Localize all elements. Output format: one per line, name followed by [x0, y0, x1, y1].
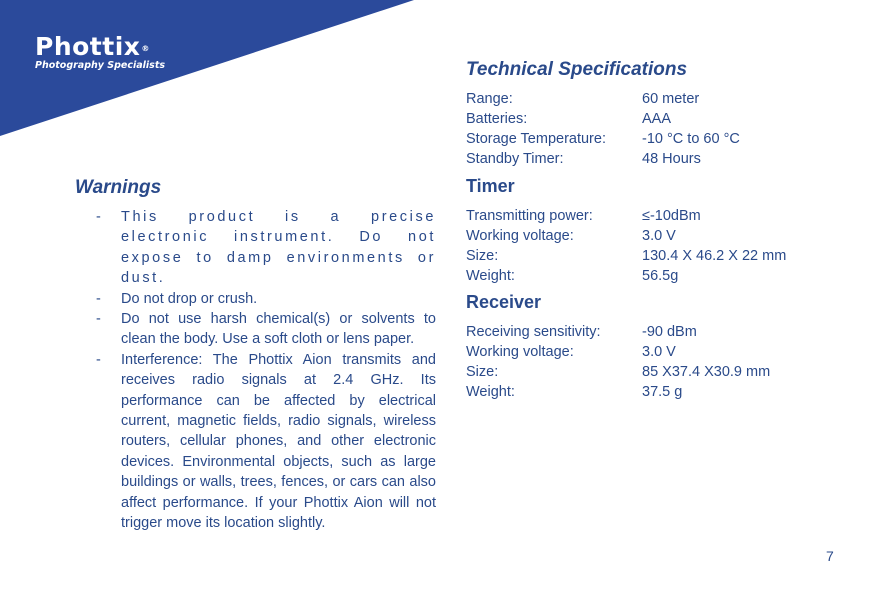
receiver-specs-table: [466, 322, 770, 402]
spec-label: Range:: [466, 91, 513, 107]
table-row: [466, 246, 786, 266]
warning-text: Do not use harsh chemical(s) or solvents to clean the body. Use a soft cloth or lens paper.: [121, 311, 436, 348]
spec-value: 48 Hours: [642, 151, 701, 167]
spec-label: Weight:: [466, 384, 515, 400]
list-item: [86, 207, 436, 289]
receiver-title: Receiver: [466, 292, 542, 312]
spec-label: Weight:: [466, 268, 515, 284]
table-row: [466, 149, 740, 169]
timer-title: Timer: [466, 176, 515, 196]
list-bullet: -: [96, 311, 101, 328]
spec-value: 130.4 X 46.2 X 22 mm: [642, 248, 787, 264]
list-bullet: -: [96, 290, 101, 307]
list-bullet: -: [96, 209, 101, 225]
spec-value: 37.5 g: [642, 384, 683, 400]
spec-value: 85 X37.4 X30.9 mm: [642, 364, 771, 380]
table-row: [466, 322, 770, 342]
specs-title: Technical Specifications: [466, 59, 688, 80]
registered-mark: ®: [141, 44, 150, 53]
spec-label: Size:: [466, 364, 499, 380]
table-row: [466, 129, 740, 149]
spec-value: -10 °C to 60 °C: [642, 131, 740, 147]
list-item: [86, 309, 436, 350]
spec-label: Size:: [466, 248, 499, 264]
table-row: [466, 89, 740, 109]
spec-value: 3.0 V: [642, 228, 676, 244]
spec-label: Batteries:: [466, 111, 528, 127]
spec-label: Transmitting power:: [466, 208, 593, 224]
spec-label: Working voltage:: [466, 344, 574, 360]
table-row: [466, 206, 786, 226]
warning-text: Do not drop or crush.: [121, 290, 258, 307]
spec-label: Working voltage:: [466, 228, 574, 244]
table-row: [466, 109, 740, 129]
spec-value: AAA: [642, 111, 672, 127]
warning-text: This product is a precise electronic instrument. Do not expose to damp environments or dust.: [121, 209, 436, 287]
list-item: [86, 289, 436, 309]
spec-value: 56.5g: [642, 268, 679, 284]
table-row: [466, 342, 770, 362]
page-number: 7: [826, 548, 834, 564]
general-specs-table: [466, 89, 740, 169]
brand-name: Phottix: [35, 32, 141, 61]
spec-label: Storage Temperature:: [466, 131, 606, 147]
table-row: [466, 226, 786, 246]
spec-value: ≤-10dBm: [642, 208, 701, 224]
list-item: [86, 350, 436, 534]
spec-label: Standby Timer:: [466, 151, 564, 167]
brand-tagline: Photography Specialists: [35, 60, 166, 71]
timer-specs-table: [466, 206, 786, 286]
table-row: [466, 382, 770, 402]
table-row: [466, 266, 786, 286]
spec-value: -90 dBm: [642, 324, 697, 340]
spec-label: Receiving sensitivity:: [466, 324, 601, 340]
spec-value: 3.0 V: [642, 344, 676, 360]
brand-logo: [35, 33, 165, 71]
spec-value: 60 meter: [642, 91, 700, 107]
warnings-title: Warnings: [75, 177, 162, 198]
warning-text: Interference: The Phottix Aion transmits and receives radio signals at 2.4 GHz. Its performance can be affected by electrical current, magnetic fields, radio signals, wireless routers, cellular phones, and other electronic devices. Environmental objects, such as large buildings or walls, trees, fences, or cars can also affect performance. If your Phottix Aion will not trigger move its location slightly.: [121, 351, 436, 532]
list-bullet: -: [96, 351, 101, 368]
table-row: [466, 362, 770, 382]
warnings-list: [86, 207, 436, 534]
